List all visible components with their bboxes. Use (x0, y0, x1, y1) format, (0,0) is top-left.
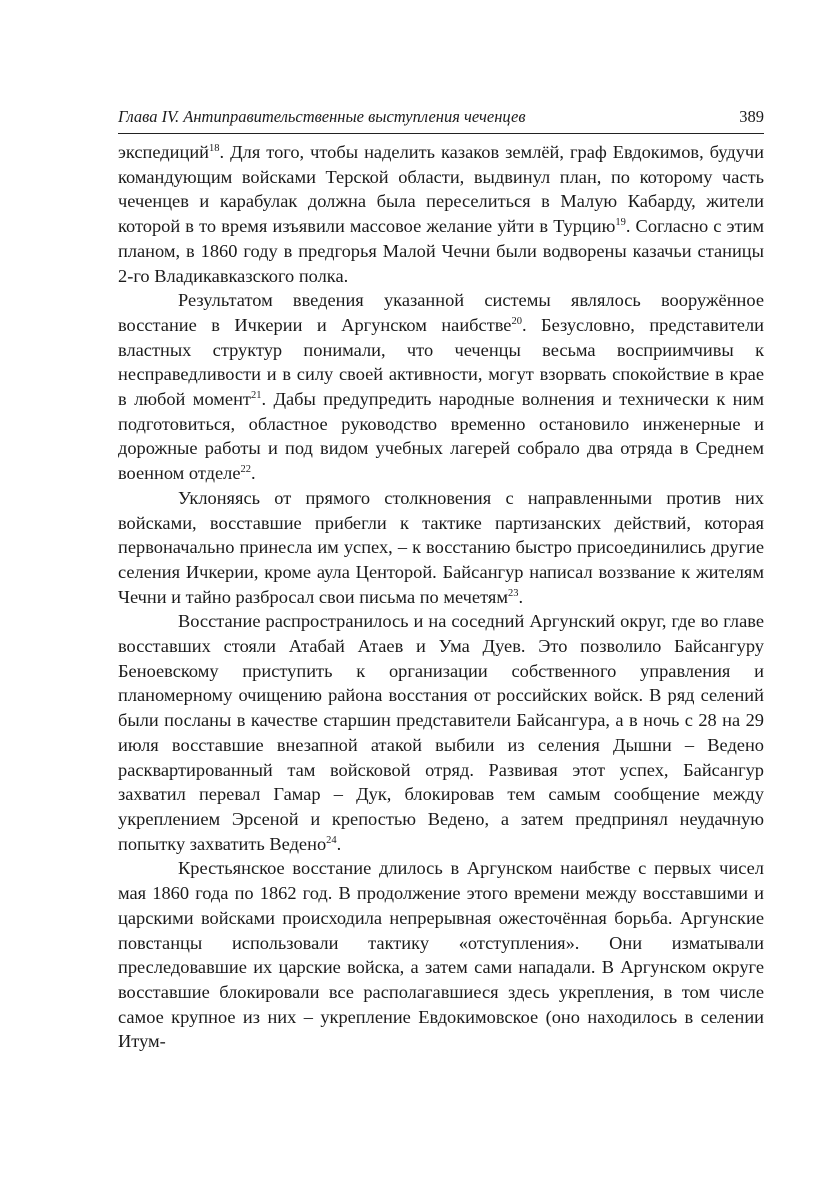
text-run: Крестьянское восстание длилось в Аргунском наибстве с первых чисел мая 1860 года по 1862 год. В продолжение этого времени между восставшими и царскими войсками происходила непрерывная ожесточённая борьба. Аргунские повстанцы использовали тактику «отступления». Они изматывали преследовавшие их царские войска, а затем сами нападали. В Аргунском округе восставшие блокировали все располагавшиеся здесь укрепления, в том числе самое крупное из них – укрепление Евдокимовское (оно находилось в селении Итум- (118, 858, 764, 1052)
paragraph (118, 140, 764, 288)
footnote-marker[interactable]: 20 (511, 315, 522, 327)
footnote-marker[interactable]: 23 (507, 587, 519, 599)
text-run: Восстание распространилось и на соседний Аргунский округ, где во главе восставших стояли Атабай Атаев и Ума Дуев. Это позволило Байсангуру Беноевскому приступить к организации собственного управления и планомерному очищению района восстания от российских войск. В ряд селений были посланы в качестве старшин представители Байсангура, а в ночь с 28 на 29 июля восставшие внезапной атакой выбили из селения Дышни – Ведено расквартированный там войсковой отряд. Развивая этот успех, Байсангур захватил перевал Гамар – Дук, блокировав тем самым сообщение между укреплением Эрсеной и крепостью Ведено, а затем предпринял неудачную попытку захватить Ведено (118, 611, 764, 854)
text-run: . Безусловно, представители властных структур понимали, что чеченцы весьма восприимчивы к несправедливости и в силу своей активности, могут взорвать спокойствие в крае в любой момент (118, 314, 764, 410)
text-run: . Для того, чтобы наделить казаков землёй, граф Евдокимов, будучи командующим войсками Терской области, выдвинул план, по которому часть чеченцев и карабулак должна была переселиться в Малую Кабарду, жители которой в то время изъявили массовое желание уйти в Турцию (118, 142, 764, 237)
paragraph (118, 609, 764, 856)
text-run: . (518, 586, 524, 607)
paragraph (118, 856, 764, 1054)
footnote-marker[interactable]: 18 (209, 142, 220, 154)
running-header (118, 105, 764, 134)
footnote-marker[interactable]: 21 (250, 389, 262, 401)
paragraph (118, 288, 764, 486)
text-run: . Дабы предупредить народные волнения и технически к ним подготовиться, областное руководство временно остановило инженерные и дорожные работы и под видом учебных лагерей собрало два отряда в Среднем военном отделе (118, 389, 764, 484)
text-run: экспедиций (118, 142, 210, 162)
text-run: . Согласно с этим планом, в 1860 году в предгорья Малой Чечни были водворены казачьи станицы 2-го Владикавказского полка. (118, 216, 764, 286)
body-text (118, 140, 764, 1054)
paragraph (118, 486, 764, 610)
footnote-marker[interactable]: 24 (326, 834, 337, 846)
text-run: . (251, 463, 256, 484)
page-number: 389 (739, 107, 764, 126)
footnote-marker[interactable]: 19 (615, 216, 626, 228)
text-run: Уклоняясь от прямого столкновения с направленными против них войсками, восставшие прибегли к тактике партизанских действий, которая первоначально принесла им успех, – к восстанию быстро присоединились другие селения Ичкерии, кроме аула Центорой. Байсангур написал воззвание к жителям Чечни и тайно разбросал свои письма по мечетям (118, 487, 764, 607)
chapter-title: Глава IV. Антиправительственные выступления чеченцев (118, 107, 526, 126)
text-run: Результатом введения указанной системы являлось вооружённое восстание в Ичкерии и Аргунском наибстве (118, 290, 764, 335)
footnote-marker[interactable]: 22 (240, 464, 252, 476)
text-run: . (336, 833, 342, 854)
